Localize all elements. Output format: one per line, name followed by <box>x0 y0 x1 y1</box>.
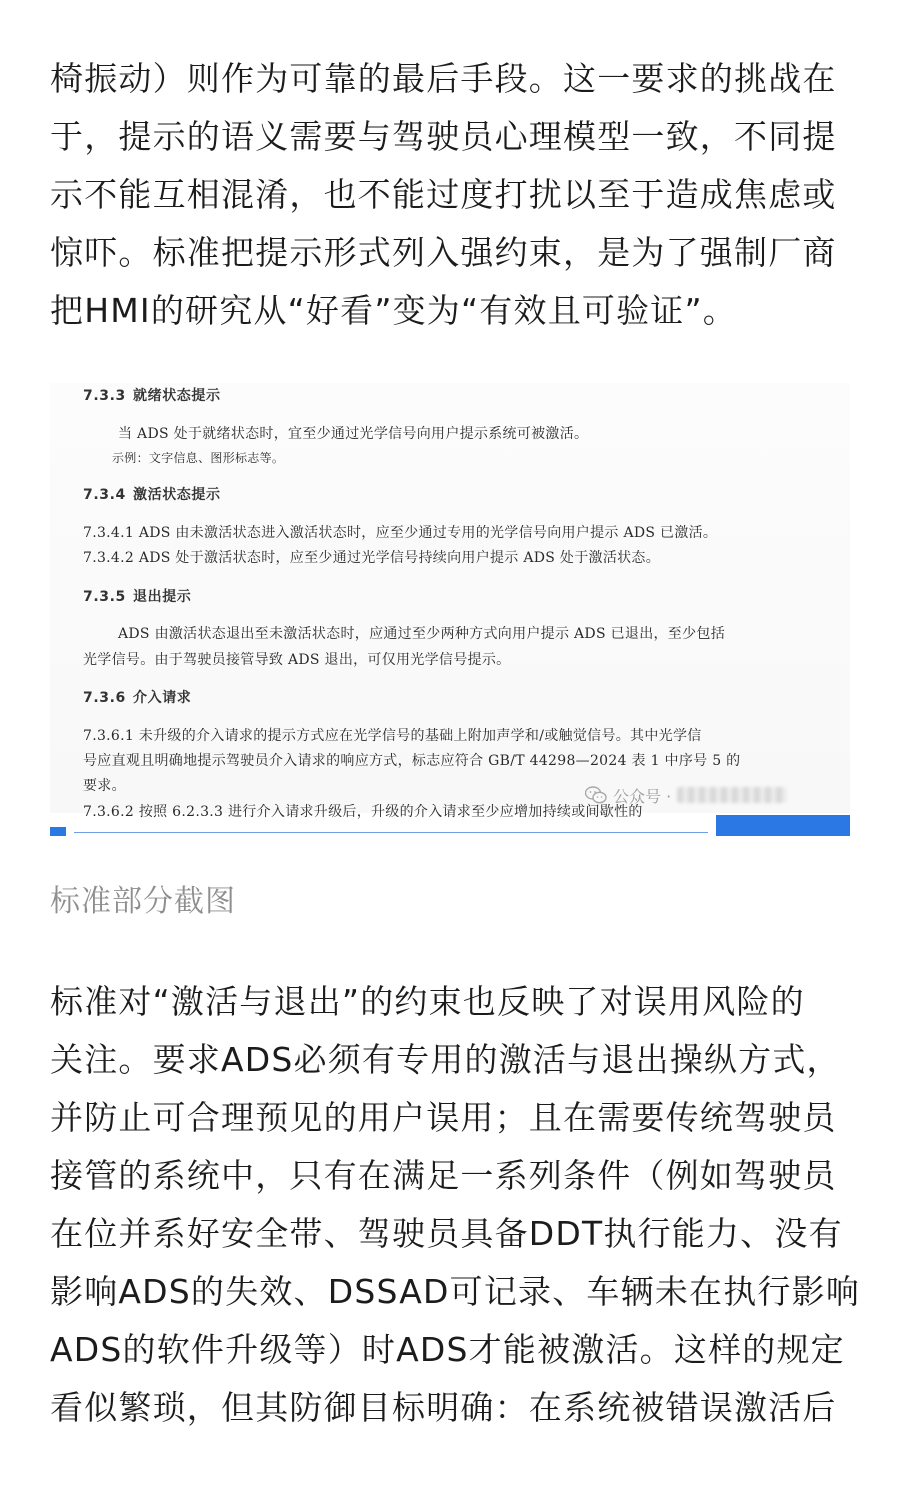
scroll-track <box>74 832 708 833</box>
body-paragraph-1 <box>50 50 850 340</box>
standard-document-excerpt <box>50 383 850 820</box>
section-heading-7-3-3 <box>83 385 221 405</box>
paragraph-line: 示不能互相混淆，也不能过度打扰以至于造成焦虑或 <box>50 175 837 214</box>
clause-text: 7.3.6.1 未升级的介入请求的提示方式应在光学信号的基础上附加声学和/或触觉信号。其中光学信 <box>83 728 702 744</box>
clause-text: 光学信号。由于驾驶员接管导致 ADS 退出，可仅用光学信号提示。 <box>83 652 511 668</box>
section-title: 退出提示 <box>133 589 192 605</box>
section-number: 7.3.4 <box>83 487 126 503</box>
section-title: 激活状态提示 <box>133 487 221 503</box>
paragraph-line: 影响ADS的失效、DSSAD可记录、车辆未在执行影响 <box>50 1272 861 1311</box>
clause-text: 号应直观且明确地提示驾驶员介入请求的响应方式，标志应符合 GB/T 44298—2024 表 1 中序号 5 的 <box>83 753 741 769</box>
paragraph-line: ADS的软件升级等）时ADS才能被激活。这样的规定 <box>50 1330 845 1369</box>
section-heading-7-3-4 <box>83 484 221 504</box>
paragraph-line: 接管的系统中，只有在满足一系列条件（例如驾驶员 <box>50 1156 837 1195</box>
clause-text: 7.3.6.2 按照 6.2.3.3 进行介入请求升级后，升级的介入请求至少应增加持续或间歇性的 <box>83 804 643 820</box>
section-number: 7.3.6 <box>83 690 126 706</box>
section-title: 就绪状态提示 <box>133 388 221 404</box>
watermark <box>585 781 787 809</box>
standard-screenshot-figure <box>50 383 850 838</box>
section-heading-7-3-5 <box>83 586 191 606</box>
section-number: 7.3.3 <box>83 388 126 404</box>
blurred-account-name <box>677 787 787 803</box>
section-heading-7-3-6 <box>83 687 191 707</box>
body-paragraph-2 <box>50 973 861 1437</box>
paragraph-line: 在位并系好安全带、驾驶员具备DDT执行能力、没有 <box>50 1214 843 1253</box>
clause-text: 要求。 <box>83 778 126 794</box>
paragraph-line: 椅振动）则作为可靠的最后手段。这一要求的挑战在 <box>50 59 837 98</box>
paragraph-line: 关注。要求ADS必须有专用的激活与退出操纵方式， <box>50 1040 841 1079</box>
section-number: 7.3.5 <box>83 589 126 605</box>
clause-text: ADS 由激活状态退出至未激活状态时，应通过至少两种方式向用户提示 ADS 已退出，至少包括 <box>118 626 725 642</box>
paragraph-line: 看似繁琐，但其防御目标明确：在系统被错误激活后 <box>50 1388 837 1427</box>
paragraph-line: 标准对“激活与退出”的约束也反映了对误用风险的 <box>50 982 805 1021</box>
clause-text: 当 ADS 处于就绪状态时，宜至少通过光学信号向用户提示系统可被激活。 <box>118 426 589 442</box>
clause-text: 7.3.4.2 ADS 处于激活状态时，应至少通过光学信号持续向用户提示 ADS 处于激活状态。 <box>83 550 661 566</box>
watermark-text: 公众号 · <box>613 786 672 806</box>
section-title: 介入请求 <box>133 690 192 706</box>
paragraph-line: 于，提示的语义需要与驾驶员心理模型一致，不同提 <box>50 117 837 156</box>
paragraph-line: 并防止可合理预见的用户误用；且在需要传统驾驶员 <box>50 1098 837 1137</box>
paragraph-line: 惊吓。标准把提示形式列入强约束，是为了强制厂商 <box>50 233 837 272</box>
example-note: 示例：文字信息、图形标志等。 <box>112 451 285 465</box>
scroll-indicator-right <box>716 815 850 836</box>
clause-text: 7.3.4.1 ADS 由未激活状态进入激活状态时，应至少通过专用的光学信号向用户提示 ADS 已激活。 <box>83 525 718 541</box>
figure-caption: 标准部分截图 <box>50 884 236 919</box>
scroll-indicator-left <box>50 827 66 836</box>
paragraph-line: 把HMI的研究从“好看”变为“有效且可验证”。 <box>50 291 738 330</box>
wechat-icon <box>585 786 607 804</box>
